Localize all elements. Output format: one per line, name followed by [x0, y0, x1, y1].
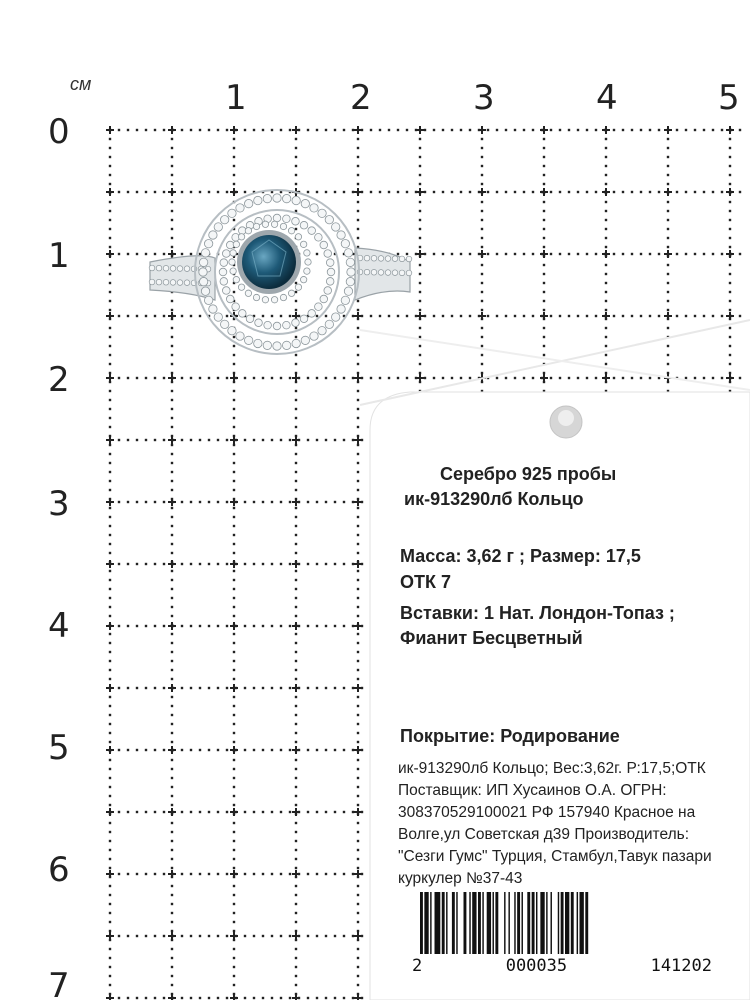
tag-otk: ОТК 7	[400, 572, 451, 592]
tag-small-line: ик-913290лб Кольцо; Вес:3,62г. Р:17,5;ОТК	[398, 760, 706, 777]
tag-title-2: ик-913290лб Кольцо	[404, 489, 584, 509]
tag-small-line: Поставщик: ИП Хусаинов О.А. ОГРН:	[398, 782, 667, 799]
tag-title-1: Серебро 925 пробы	[440, 464, 617, 484]
barcode-digit-group: 000035	[505, 956, 568, 976]
ruler-top-2: 2	[350, 78, 372, 118]
barcode-number	[412, 956, 712, 976]
ruler-left-2: 2	[48, 360, 70, 400]
tag-small-line: "Сезги Гумс" Турция, Стамбул,Тавук пазари	[398, 848, 712, 865]
barcode-digit-group: 2	[412, 956, 423, 976]
ruler-left-3: 3	[48, 484, 70, 524]
ruler-left-6: 6	[48, 850, 70, 890]
unit-label: см	[70, 74, 92, 94]
ruler-left-4: 4	[48, 606, 70, 646]
ruler-left-5: 5	[48, 728, 70, 768]
tag-small-line: 308370529100021 РФ 157940 Красное на	[398, 804, 696, 821]
ruler-top-1: 1	[225, 78, 247, 118]
ruler-top-4: 4	[596, 78, 618, 118]
barcode-digit-group: 141202	[650, 956, 712, 976]
tag-inserts-2: Фианит Бесцветный	[400, 628, 583, 648]
ruler-left-7: 7	[48, 966, 70, 1006]
blue-topaz-gem	[242, 235, 296, 289]
tag-small-line: Волге,ул Советская д39 Производитель:	[398, 826, 689, 843]
tag-inserts-1: Вставки: 1 Нат. Лондон-Топаз ;	[400, 603, 675, 623]
ruler-top-5: 5	[718, 78, 740, 118]
tag-small-line: куркулер №37-43	[398, 870, 523, 887]
tag-mass-size: Масса: 3,62 г ; Размер: 17,5	[400, 546, 641, 566]
ruler-left-1: 1	[48, 236, 70, 276]
ruler-top-3: 3	[473, 78, 495, 118]
ruler-left-0: 0	[48, 112, 70, 152]
tag-coating: Покрытие: Родирование	[400, 726, 620, 746]
